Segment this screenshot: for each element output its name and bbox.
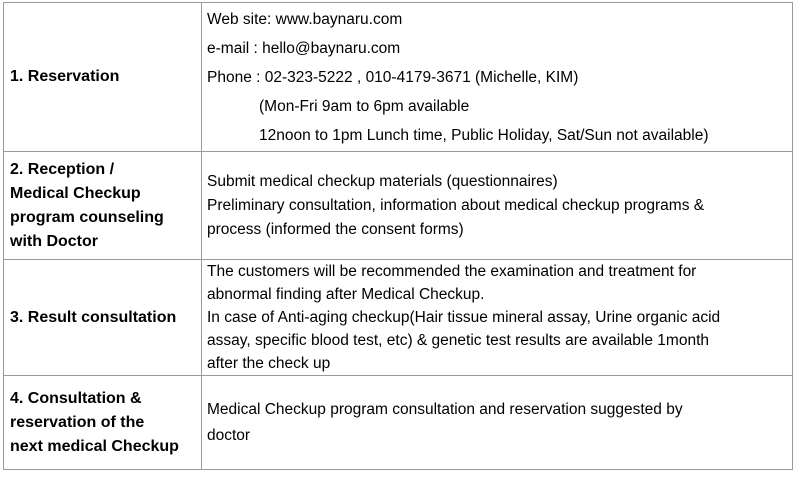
table-row-result	[4, 260, 793, 376]
hours-line: (Mon-Fri 9am to 6pm available	[259, 97, 470, 115]
step-title: reservation of the	[10, 413, 145, 431]
detail-line: In case of Anti-aging checkup(Hair tissue mineral assay, Urine organic acid	[207, 309, 721, 326]
table-row-next-checkup	[4, 376, 793, 470]
detail-line: Medical Checkup program consultation and reservation suggested by	[207, 400, 683, 418]
step-title: next medical Checkup	[10, 437, 179, 455]
step-label-cell	[4, 3, 202, 152]
email-line: e-mail : hello@baynaru.com	[207, 39, 401, 57]
phone-line: Phone : 02-323-5222 , 010-4179-3671 (Michelle, KIM)	[207, 68, 579, 86]
unavailable-line: 12noon to 1pm Lunch time, Public Holiday, Sat/Sun not available)	[259, 126, 709, 144]
website-line: Web site: www.baynaru.com	[207, 10, 403, 28]
table-row-reception	[4, 152, 793, 260]
step-title: 4. Consultation &	[10, 389, 142, 407]
detail-line: assay, specific blood test, etc) & genetic test results are available 1month	[207, 332, 709, 349]
step-details-cell	[202, 260, 793, 376]
step-label-cell	[4, 260, 202, 376]
step-details-cell	[202, 152, 793, 260]
step-label-cell	[4, 152, 202, 260]
detail-line: The customers will be recommended the examination and treatment for	[207, 263, 697, 280]
step-title: Medical Checkup	[10, 184, 141, 202]
step-title: program counseling	[10, 208, 164, 226]
detail-line: Preliminary consultation, information about medical checkup programs &	[207, 196, 705, 214]
step-label-cell	[4, 376, 202, 470]
detail-line: abnormal finding after Medical Checkup.	[207, 286, 485, 303]
step-title: 3. Result consultation	[10, 308, 177, 326]
detail-line: doctor	[207, 426, 251, 444]
step-details-cell	[202, 3, 793, 152]
detail-line: process (informed the consent forms)	[207, 220, 464, 238]
detail-line: after the check up	[207, 355, 331, 372]
detail-line: Submit medical checkup materials (questionnaires)	[207, 172, 558, 190]
table-row-reservation	[4, 3, 793, 152]
step-details-cell	[202, 376, 793, 470]
step-title: 2. Reception /	[10, 160, 115, 178]
step-title: with Doctor	[10, 232, 98, 250]
step-title: 1. Reservation	[10, 68, 120, 85]
checkup-process-table	[3, 2, 793, 470]
